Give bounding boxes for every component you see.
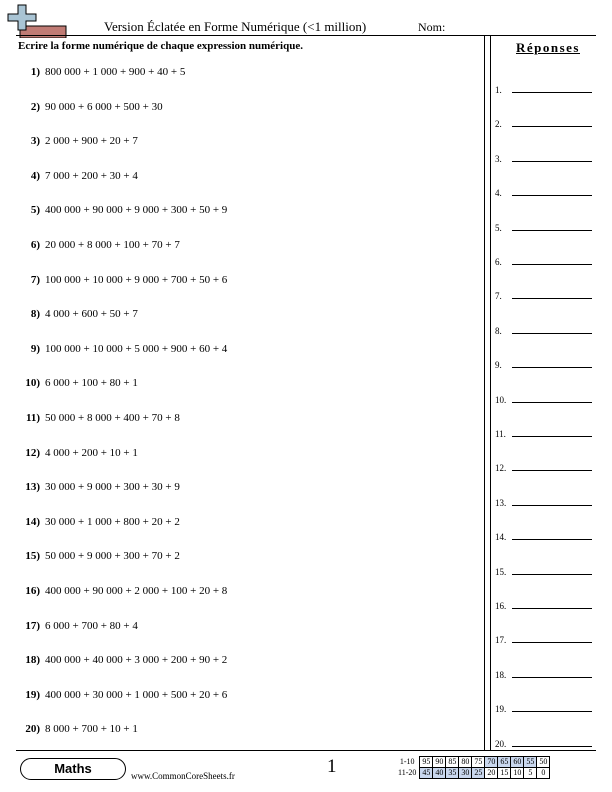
score-cell: 35 <box>446 768 459 779</box>
answer-line[interactable] <box>512 126 592 127</box>
problem-item <box>18 135 138 151</box>
problem-number: 16) <box>25 585 40 597</box>
problem-item <box>18 585 228 601</box>
answer-field[interactable] <box>495 111 595 130</box>
problem-expression: 20 000 + 8 000 + 100 + 70 + 7 <box>45 239 180 251</box>
answer-field[interactable] <box>495 318 595 334</box>
problem-expression: 6 000 + 700 + 80 + 4 <box>45 619 138 632</box>
problem-expression: 400 000 + 90 000 + 2 000 + 100 + 20 + 8 <box>45 585 228 597</box>
answer-field[interactable] <box>495 593 595 609</box>
problem-number: 9) <box>30 342 40 355</box>
page-number: 1 <box>327 756 337 777</box>
problem-expression: 90 000 + 6 000 + 500 + 30 <box>45 100 163 113</box>
score-cell: 80 <box>459 757 472 768</box>
score-cell: 25 <box>472 768 485 779</box>
problem-number: 20) <box>25 723 40 736</box>
problem-number: 15) <box>25 550 40 563</box>
answers-title: Réponses <box>515 40 580 55</box>
score-table <box>396 756 550 779</box>
score-cell: 65 <box>498 757 511 768</box>
answer-label: 9. <box>495 360 502 371</box>
problem-number: 4) <box>30 169 40 182</box>
score-cell: 30 <box>459 768 472 779</box>
problem-expression: 400 000 + 30 000 + 1 000 + 500 + 20 + 6 <box>45 688 228 701</box>
answer-field[interactable] <box>495 490 595 506</box>
problem-expression: 8 000 + 700 + 10 + 1 <box>45 723 138 736</box>
plus-logo-icon <box>6 4 68 38</box>
answer-line[interactable] <box>512 333 592 334</box>
answer-label: 17. <box>495 635 507 646</box>
answer-line[interactable] <box>512 470 592 471</box>
problem-item <box>18 688 228 705</box>
problem-item <box>18 66 186 82</box>
problem-expression: 2 000 + 900 + 20 + 7 <box>45 135 138 148</box>
answer-line[interactable] <box>512 711 592 712</box>
problem-expression: 4 000 + 600 + 50 + 7 <box>45 308 138 321</box>
problem-number: 18) <box>25 654 40 667</box>
score-cell: 60 <box>511 757 524 768</box>
problem-number: 14) <box>25 515 40 528</box>
answer-line[interactable] <box>512 608 592 609</box>
answer-label: 6. <box>495 257 502 267</box>
problem-expression: 50 000 + 8 000 + 400 + 70 + 8 <box>45 412 180 424</box>
answer-label: 15. <box>495 566 507 577</box>
answer-field[interactable] <box>495 455 595 474</box>
answer-line[interactable] <box>512 161 592 162</box>
problem-number: 11) <box>25 412 40 424</box>
answer-label: 19. <box>495 704 507 715</box>
page-title: Version Éclatée en Forme Numérique (<1 million) <box>104 19 367 34</box>
problem-item <box>18 239 180 255</box>
score-row-label: 1-10 <box>399 757 415 766</box>
problem-expression: 100 000 + 10 000 + 5 000 + 900 + 60 + 4 <box>45 342 228 355</box>
answer-field[interactable] <box>495 524 595 543</box>
score-row <box>396 757 550 768</box>
problem-expression: 30 000 + 1 000 + 800 + 20 + 2 <box>45 515 180 528</box>
answer-line[interactable] <box>512 92 592 93</box>
problem-number: 6) <box>30 239 40 251</box>
answer-line[interactable] <box>512 230 592 231</box>
answer-field[interactable] <box>495 627 595 646</box>
problem-expression: 4 000 + 200 + 10 + 1 <box>45 446 138 459</box>
problem-expression: 400 000 + 90 000 + 9 000 + 300 + 50 + 9 <box>45 204 228 217</box>
answer-line[interactable] <box>512 436 592 437</box>
answer-field[interactable] <box>495 249 595 265</box>
footer <box>16 753 596 785</box>
score-cell: 70 <box>485 757 498 768</box>
problem-item <box>18 481 180 497</box>
answer-label: 8. <box>495 325 502 336</box>
score-cell: 50 <box>537 757 550 768</box>
answer-field[interactable] <box>495 696 595 715</box>
score-cell: 95 <box>420 757 433 768</box>
problem-item <box>18 273 228 290</box>
score-cell: 75 <box>472 757 485 768</box>
answer-line[interactable] <box>512 574 592 575</box>
site-url: www.CommonCoreSheets.fr <box>131 771 235 781</box>
score-row <box>396 768 550 779</box>
score-cell: 0 <box>537 768 550 779</box>
answer-label: 3. <box>495 153 502 164</box>
answer-label: 2. <box>495 119 502 130</box>
problem-item <box>18 204 228 220</box>
problem-item <box>18 377 138 393</box>
problem-item <box>18 515 180 532</box>
problem-expression: 800 000 + 1 000 + 900 + 40 + 5 <box>45 66 186 78</box>
problem-number: 13) <box>25 481 40 494</box>
problem-item <box>18 619 138 636</box>
answer-field[interactable] <box>495 146 595 162</box>
answer-label: 5. <box>495 222 502 233</box>
problem-item <box>18 550 180 566</box>
answer-label: 1. <box>495 85 502 95</box>
score-row-label: 11-20 <box>398 768 417 777</box>
answer-label: 10. <box>495 394 507 405</box>
problem-number: 1) <box>30 66 40 78</box>
problem-expression: 400 000 + 40 000 + 3 000 + 200 + 90 + 2 <box>45 654 228 667</box>
answer-line[interactable] <box>512 746 592 747</box>
subject-badge: Maths <box>20 758 126 780</box>
answer-line[interactable] <box>512 505 592 506</box>
name-label: Nom: <box>418 20 446 34</box>
instructions: Ecrire la forme numérique de chaque expression numérique. <box>18 40 303 52</box>
answer-label: 16. <box>495 601 507 611</box>
problem-item <box>18 723 138 739</box>
problem-item <box>18 446 138 463</box>
score-cell: 15 <box>498 768 511 779</box>
problem-expression: 30 000 + 9 000 + 300 + 30 + 9 <box>45 481 180 494</box>
problem-expression: 100 000 + 10 000 + 9 000 + 700 + 50 + 6 <box>45 273 228 286</box>
answer-label: 11. <box>495 429 506 439</box>
answer-line[interactable] <box>512 539 592 540</box>
problem-number: 5) <box>30 204 40 217</box>
problem-item <box>18 169 138 186</box>
problem-number: 19) <box>25 688 40 701</box>
score-cell: 90 <box>433 757 446 768</box>
problem-item <box>18 100 163 117</box>
answer-field[interactable] <box>495 215 595 231</box>
answer-field[interactable] <box>495 559 595 575</box>
answer-field[interactable] <box>495 77 595 93</box>
problem-number: 3) <box>30 135 40 148</box>
problem-number: 7) <box>30 273 40 286</box>
score-cell: 5 <box>524 768 537 779</box>
column-divider <box>484 36 491 751</box>
answer-line[interactable] <box>512 402 592 403</box>
answer-line[interactable] <box>512 367 592 368</box>
answer-field[interactable] <box>495 283 595 302</box>
problem-number: 2) <box>30 100 40 113</box>
problem-number: 12) <box>25 446 40 459</box>
score-cell: 10 <box>511 768 524 779</box>
problem-expression: 7 000 + 200 + 30 + 4 <box>45 169 138 182</box>
problem-item <box>18 308 138 324</box>
answer-line[interactable] <box>512 677 592 678</box>
score-cell: 85 <box>446 757 459 768</box>
answer-line[interactable] <box>512 195 592 196</box>
score-cell: 55 <box>524 757 537 768</box>
answer-line[interactable] <box>512 298 592 299</box>
problem-number: 10) <box>25 377 40 390</box>
answer-field[interactable] <box>495 421 595 437</box>
answer-field[interactable] <box>495 662 595 678</box>
answer-label: 18. <box>495 669 507 680</box>
answer-label: 20. <box>495 738 507 749</box>
problem-item <box>18 654 228 670</box>
answer-line[interactable] <box>512 642 592 643</box>
answer-field[interactable] <box>495 731 595 747</box>
score-cell: 40 <box>433 768 446 779</box>
answer-label: 12. <box>495 463 507 474</box>
answer-label: 13. <box>495 497 507 508</box>
problem-item <box>18 412 180 428</box>
answer-line[interactable] <box>512 264 592 265</box>
problem-number: 17) <box>25 619 40 632</box>
score-cell: 20 <box>485 768 498 779</box>
problem-expression: 6 000 + 100 + 80 + 1 <box>45 377 138 390</box>
answer-field[interactable] <box>495 387 595 403</box>
answer-label: 4. <box>495 188 502 199</box>
problem-item <box>18 342 228 359</box>
problem-expression: 50 000 + 9 000 + 300 + 70 + 2 <box>45 550 180 563</box>
score-cell: 45 <box>420 768 433 779</box>
answer-field[interactable] <box>495 180 595 199</box>
answer-label: 14. <box>495 532 507 543</box>
answer-label: 7. <box>495 291 502 302</box>
problem-number: 8) <box>30 308 40 321</box>
answer-field[interactable] <box>495 352 595 371</box>
